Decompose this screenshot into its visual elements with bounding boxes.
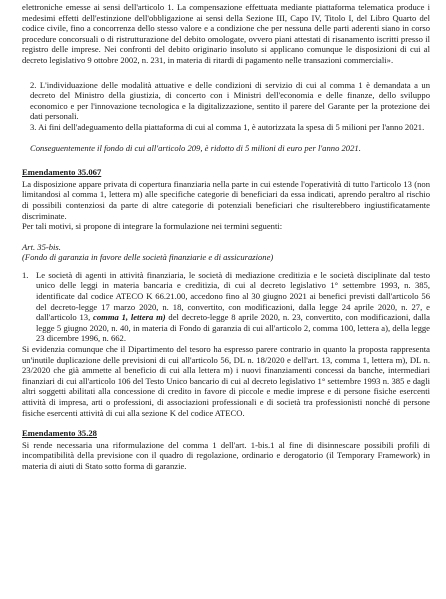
- item-number: 1.: [22, 269, 29, 280]
- item-text-b: del decreto-legge 8 aprile 2020, n. 23, convertito, con modificazioni, dalla legge 5 giugno 2020, n. 40, in materia di Fondo di garanzia di cui all'articolo 2, comma 100, lettera a), della legge 23 dicembre 1996, n. 662.: [36, 312, 430, 344]
- heading-emendamento-35067: Emendamento 35.067: [22, 167, 102, 178]
- paragraph-compensazione: elettroniche emesse ai sensi dell'articolo 1. La compensazione effettuata mediante piattaforma telematica produce i medesimi effetti dell'estinzione dell'obbligazione ai sensi della Sezione III, Capo IV, Titolo I, del Libro Quarto del codice civile, fino a concorrenza dello stesso valore e a condizione che per nessuna delle parti aderenti siano in corso procedure concorsuali o di ristrutturazione del debito omologate, ovvero piani attestati di risanamento iscritti presso il registro delle imprese. Nei confronti del debito originario insoluto si applicano comunque le disposizioni di cui al decreto legislativo 9 ottobre 2002, n. 231, in materia di ritardi di pagamento nelle transazioni commerciali».: [22, 2, 430, 65]
- paragraph-35067-evidenzia: Si evidenzia comunque che il Dipartimento del tesoro ha espresso parere contrario in quanto la proposta rappresenta un'inutile duplicazione delle previsioni di cui all'articolo 56, DL n. 18/2020 e dell'art. 13, comma 1, lettera m), DL n. 23/2020 che già ammette al beneficio di cui alla lettera m) i nuovi finanziamenti concessi da banche, intermediari finanziari di cui all'articolo 106 del Testo Unico bancario di cui al decreto legislativo 1° settembre 1993 n. 385 e dagli altri soggetti abilitati alla concessione di credito in favore di piccole e medie imprese e di persone fisiche esercenti attività di impresa, arti o professioni, di associazioni professionali e di società tra professionisti nonché di persone fisiche esercenti attività di cui alla sezione K del codice ATECO.: [22, 344, 430, 418]
- article-subtitle: (Fondo di garanzia in favore delle società finanziarie e di assicurazione): [22, 252, 274, 263]
- paragraph-3528: Si rende necessaria una riformulazione del comma 1 dell'art. 1-bis.1 al fine di disinnescare possibili profili di incompatibilità della previsione con il quadro di regolazione, ordinario e derogatorio (il Temporary Framework) in materia di aiuti di Stato sotto forma di garanzie.: [22, 439, 430, 471]
- paragraph-comma-2: 2. L'individuazione delle modalità attuative e delle condizioni di servizio di cui al comma 1 è demandata a un decreto del Ministro della giustizia, di concerto con i Ministri dell'economia e delle finanze, dello sviluppo economico e per l'innovazione tecnologica e la digitalizzazione, sentito il parere del Garante per la protezione dei dati personali.: [30, 79, 430, 122]
- item-text-a: Le società di agenti in attività finanziaria, le società di mediazione creditizia e le società disciplinate dal testo unico delle leggi in materia bancaria e creditizia, di cui al decreto legislativo 1° settembre 1993, n. 385, identificate dal codice ATECO K 66.21.00, accedono fino al 30 giugno 2021 ai benefici previsti dall'articolo 56 del decreto-legge 17 marzo 2020, n. 18, convertito, con modificazioni, dalla legge 24 aprile 2020, n. 27, e dall'articolo 13,: [36, 269, 430, 323]
- paragraph-comma-3: 3. Ai fini dell'adeguamento della piattaforma di cui al comma 1, è autorizzata la spesa di 5 milioni per l'anno 2021.: [30, 121, 425, 132]
- item-text-emphasis: comma 1, lettera m): [93, 312, 166, 323]
- paragraph-35067-motivi: Per tali motivi, si propone di integrare la formulazione nei termini seguenti:: [22, 221, 283, 232]
- paragraph-conseguentemente: Conseguentemente il fondo di cui all'articolo 209, è ridotto di 5 milioni di euro per l'anno 2021.: [30, 142, 361, 153]
- heading-emendamento-3528: Emendamento 35.28: [22, 428, 97, 439]
- article-title: Art. 35-bis.: [22, 241, 61, 252]
- item-text: [36, 270, 430, 344]
- article-item-1: [22, 270, 430, 344]
- paragraph-35067-intro: La disposizione appare privata di copertura finanziaria nella parte in cui estende l'operatività di tutto l'articolo 13 (non limitandosi al comma 1, lettera m) alle specifiche categorie di beneficiari da essa indicati, aprendo peraltro al rischio di possibili contenziosi da parte di altre categorie di potenziali beneficiari che risulterebbero ingiustificatamente discriminate.: [22, 178, 430, 221]
